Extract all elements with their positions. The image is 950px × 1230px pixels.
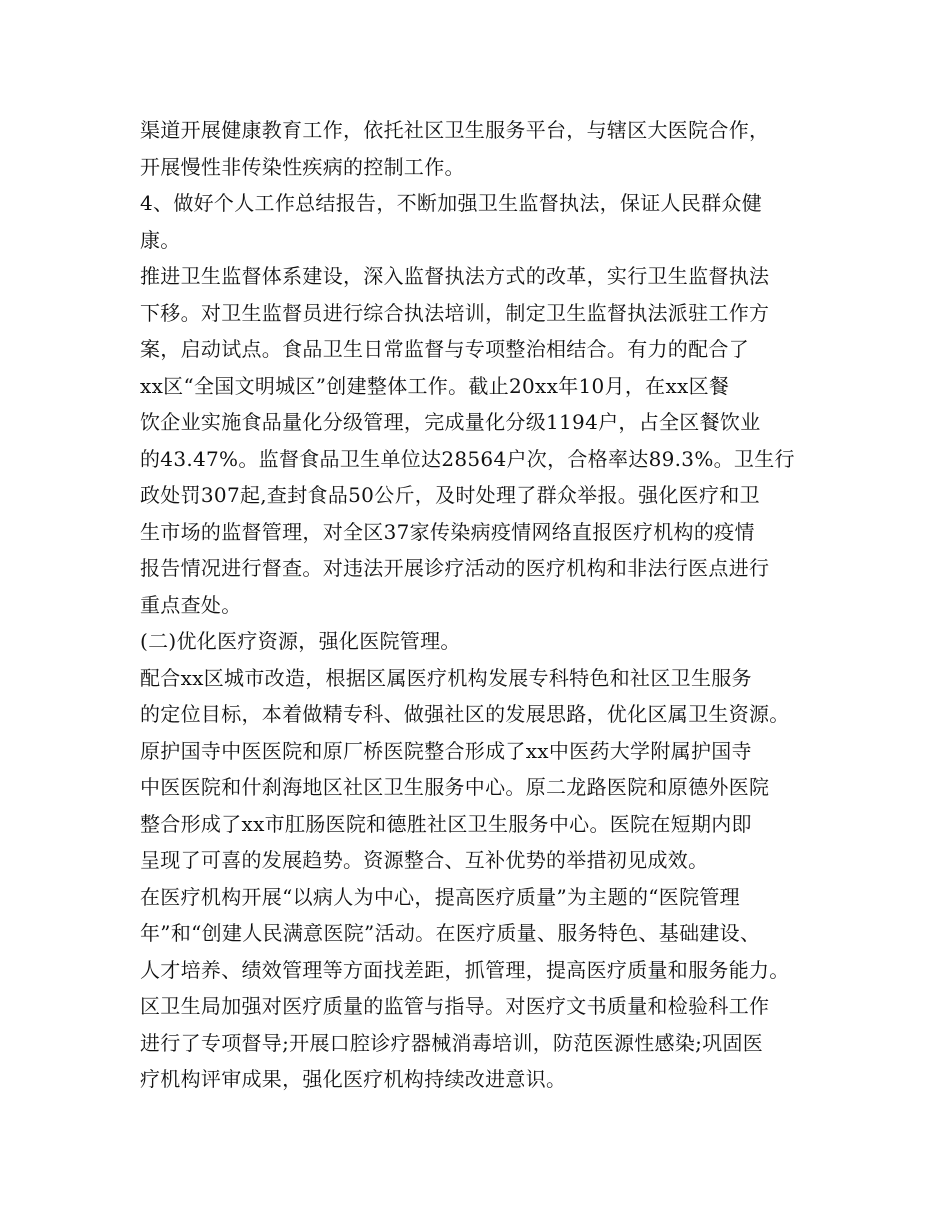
text-line: 人才培养、绩效管理等方面找差距，抓管理，提高医疗质量和服务能力。 xyxy=(140,957,790,982)
text-line: 原护国寺中医医院和原厂桥医院整合形成了xx中医药大学附属护国寺 xyxy=(140,738,752,763)
text-line: 疗机构评审成果，强化医疗机构持续改进意识。 xyxy=(140,1067,567,1091)
text-line: 开展慢性非传染性疾病的控制工作。 xyxy=(140,154,465,179)
text-line: 年”和“创建人民满意医院”活动。在医疗质量、服务特色、基础建设、 xyxy=(140,921,761,945)
text-line: 重点查处。 xyxy=(140,592,242,617)
text-line: xx区“全国文明城区”创建整体工作。截止20xx年10月，在xx区餐 xyxy=(140,373,730,398)
text-line: 报告情况进行督查。对违法开展诊疗活动的医疗机构和非法行医点进行 xyxy=(140,556,770,580)
text-line: 呈现了可喜的发展趋势。资源整合、互补优势的举措初见成效。 xyxy=(140,848,709,872)
text-line: 的定位目标，本着做精专科、做强社区的发展思路，优化区属卫生资源。 xyxy=(140,702,790,726)
text-line: 区卫生局加强对医疗质量的监管与指导。对医疗文书质量和检验科工作 xyxy=(140,994,770,1018)
text-line: 4、做好个人工作总结报告，不断加强卫生监督执法，保证人民群众健 xyxy=(140,191,763,215)
text-line: 在医疗机构开展“以病人为中心，提高医疗质量”为主题的“医院管理 xyxy=(140,884,740,909)
text-line: 案，启动试点。食品卫生日常监督与专项整治相结合。有力的配合了 xyxy=(140,337,749,361)
text-line: 中医医院和什刹海地区社区卫生服务中心。原二龙路医院和原德外医院 xyxy=(140,775,770,799)
section-heading: (二)优化医疗资源，强化医院管理。 xyxy=(140,629,461,653)
text-line: 饮企业实施食品量化分级管理，完成量化分级1194户，占全区餐饮业 xyxy=(140,410,761,434)
text-line: 渠道开展健康教育工作，依托社区卫生服务平台，与辖区大医院合作， xyxy=(140,118,770,142)
text-line: 生市场的监督管理，对全区37家传染病疫情网络直报医疗机构的疫情 xyxy=(140,519,755,544)
text-line: 推进卫生监督体系建设，深入监督执法方式的改革，实行卫生监督执法 xyxy=(140,264,770,288)
text-line: 配合xx区城市改造，根据区属医疗机构发展专科特色和社区卫生服务 xyxy=(140,665,752,690)
text-line: 康。 xyxy=(140,227,181,252)
text-line: 的43.47%。监督食品卫生单位达28564户次，合格率达89.3%。卫生行 xyxy=(140,446,795,471)
body-text xyxy=(140,112,830,1098)
text-line: 进行了专项督导;开展口腔诊疗器械消毒培训，防范医源性感染;巩固医 xyxy=(140,1030,764,1055)
text-line: 整合形成了xx市肛肠医院和德胜社区卫生服务中心。医院在短期内即 xyxy=(140,811,752,836)
text-line: 政处罚307起,查封食品50公斤，及时处理了群众举报。强化医疗和卫 xyxy=(140,483,760,507)
text-line: 下移。对卫生监督员进行综合执法培训，制定卫生监督执法派驻工作方 xyxy=(140,300,770,325)
